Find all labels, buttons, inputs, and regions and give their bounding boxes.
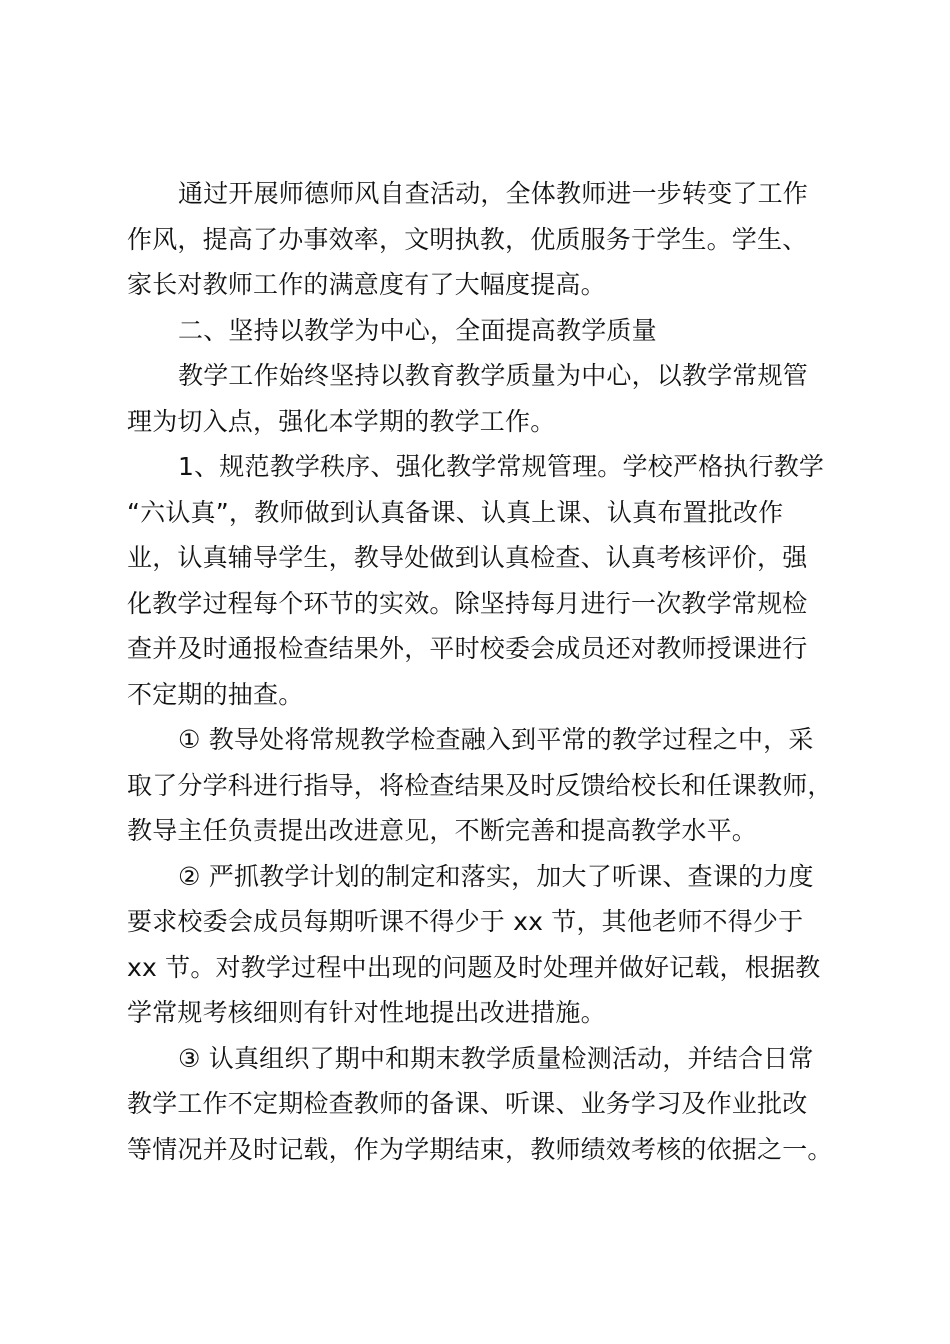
paragraph-line: ② 严抓教学计划的制定和落实，加大了听课、查课的力度 [178, 861, 814, 891]
paragraph-line: 学常规考核细则有针对性地提出改进措施。 [127, 998, 606, 1027]
paragraph-line: 家长对教师工作的满意度有了大幅度提高。 [127, 270, 606, 299]
paragraph-line: “六认真”，教师做到认真备课、认真上课、认真布置批改作 [127, 497, 784, 527]
paragraph-line: 教学工作不定期检查教师的备课、听课、业务学习及作业批改 [127, 1089, 808, 1118]
paragraph-line: xx 节。对教学过程中出现的问题及时处理并做好记载，根据教 [127, 952, 821, 982]
paragraph-line: 等情况并及时记载，作为学期结束，教师绩效考核的依据之一。 [127, 1134, 833, 1164]
paragraph-line: 业，认真辅导学生，教导处做到认真检查、认真考核评价，强 [127, 543, 808, 572]
paragraph-line: 化教学过程每个环节的实效。除坚持每月进行一次教学常规检 [127, 588, 808, 618]
paragraph-line: 要求校委会成员每期听课不得少于 xx 节，其他老师不得少于 [127, 907, 804, 936]
paragraph-line: 教学工作始终坚持以教育教学质量为中心，以教学常规管 [178, 361, 809, 390]
paragraph-line: ① 教导处将常规教学检查融入到平常的教学过程之中，采 [178, 725, 814, 754]
document-body [127, 171, 862, 1172]
paragraph-line: ③ 认真组织了期中和期末教学质量检测活动，并结合日常 [178, 1043, 814, 1073]
paragraph-line: 通过开展师德师风自查活动，全体教师进一步转变了工作 [178, 179, 809, 208]
section-heading: 二、坚持以教学为中心，全面提高教学质量 [178, 315, 657, 345]
paragraph-line: 不定期的抽查。 [127, 679, 304, 709]
paragraph-line: 理为切入点，强化本学期的教学工作。 [127, 406, 556, 436]
paragraph-line: 教导主任负责提出改进意见，不断完善和提高教学水平。 [127, 816, 758, 845]
paragraph-line: 取了分学科进行指导，将检查结果及时反馈给校长和任课教师， [127, 770, 833, 800]
paragraph-line: 作风，提高了办事效率，文明执教，优质服务于学生。学生、 [127, 224, 808, 254]
paragraph-line: 查并及时通报检查结果外，平时校委会成员还对教师授课进行 [127, 634, 808, 663]
paragraph-line: 1、规范教学秩序、强化教学常规管理。学校严格执行教学 [178, 452, 825, 481]
